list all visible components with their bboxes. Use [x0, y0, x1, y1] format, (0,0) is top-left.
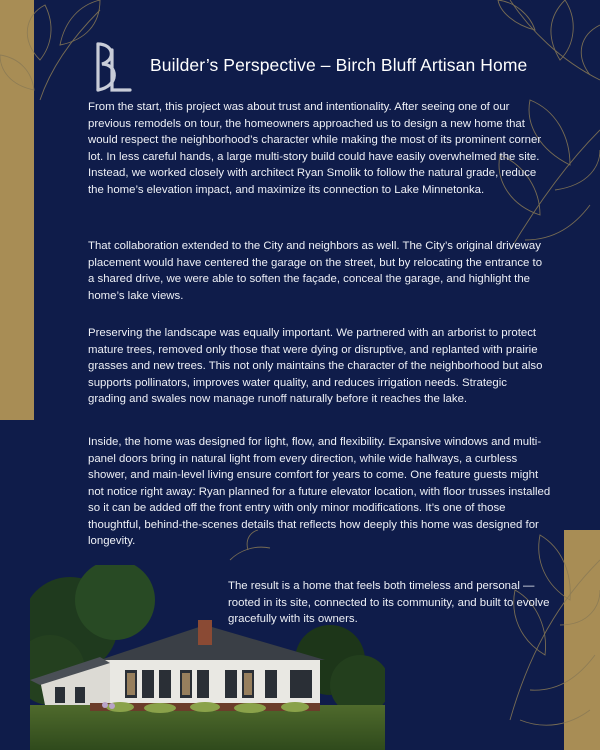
paragraph-intro: From the start, this project was about trust and intentionality. After seeing one of our previous remodels on tour, the homeowners approached us to design a new home that would respect the neighborhood’s character while making the most of its prominent corner lot. In less careful hands, a large multi-story build could have easily overwhelmed the site. Instead, we worked closely with architect Ryan Smolik to follow the natural grade, reduce the home’s elevation impact, and maximize its connection to Lake Minnetonka.: [88, 101, 542, 196]
paragraph-landscape: Preserving the landscape was equally important. We partnered with an arborist to protect mature trees, removed only those that were dying or disruptive, and replanted with prairie grasses and new trees. This not only maintains the character of the neighborhood but also supports pollinators, improves water quality, and reduces irrigation needs. Strategic grading and swales now manage runoff naturally before it reaches the lake.: [88, 327, 543, 405]
logo-text: BL: [111, 70, 113, 71]
paragraph-interior: Inside, the home was designed for light, flow, and flexibility. Expansive windows and multi-panel doors bring in natural light from every direction, while wide hallways, a curbless shower, and main-level living ensure comfort for years to come. One feature guests might not notice right away: Ryan planned for a future elevator location, with floor trusses installed so it can be added off the front entry with only minor modifications. It’s one of those thoughtful, behind-the-scenes details that reflects how deeply this home was designed for longevity.: [88, 436, 551, 547]
gold-accent-bar-left: [0, 0, 34, 420]
gold-accent-bar-right: [564, 530, 600, 750]
header: [88, 38, 558, 98]
paragraph-collaboration: That collaboration extended to the City and neighbors as well. The City’s original driveway placement would have centered the garage on the street, but by relocating the entrance to a shared drive, we were able to soften the façade, conceal the garage, and highlight the home’s lake views.: [88, 240, 543, 302]
page-title: Builder’s Perspective – Birch Bluff Artisan Home: [150, 55, 528, 75]
paragraph-closing: The result is a home that feels both timeless and personal — rooted in its site, connected to its community, and built to evolve gracefully with its owners.: [228, 580, 550, 625]
monogram-logo-icon: [88, 40, 136, 94]
